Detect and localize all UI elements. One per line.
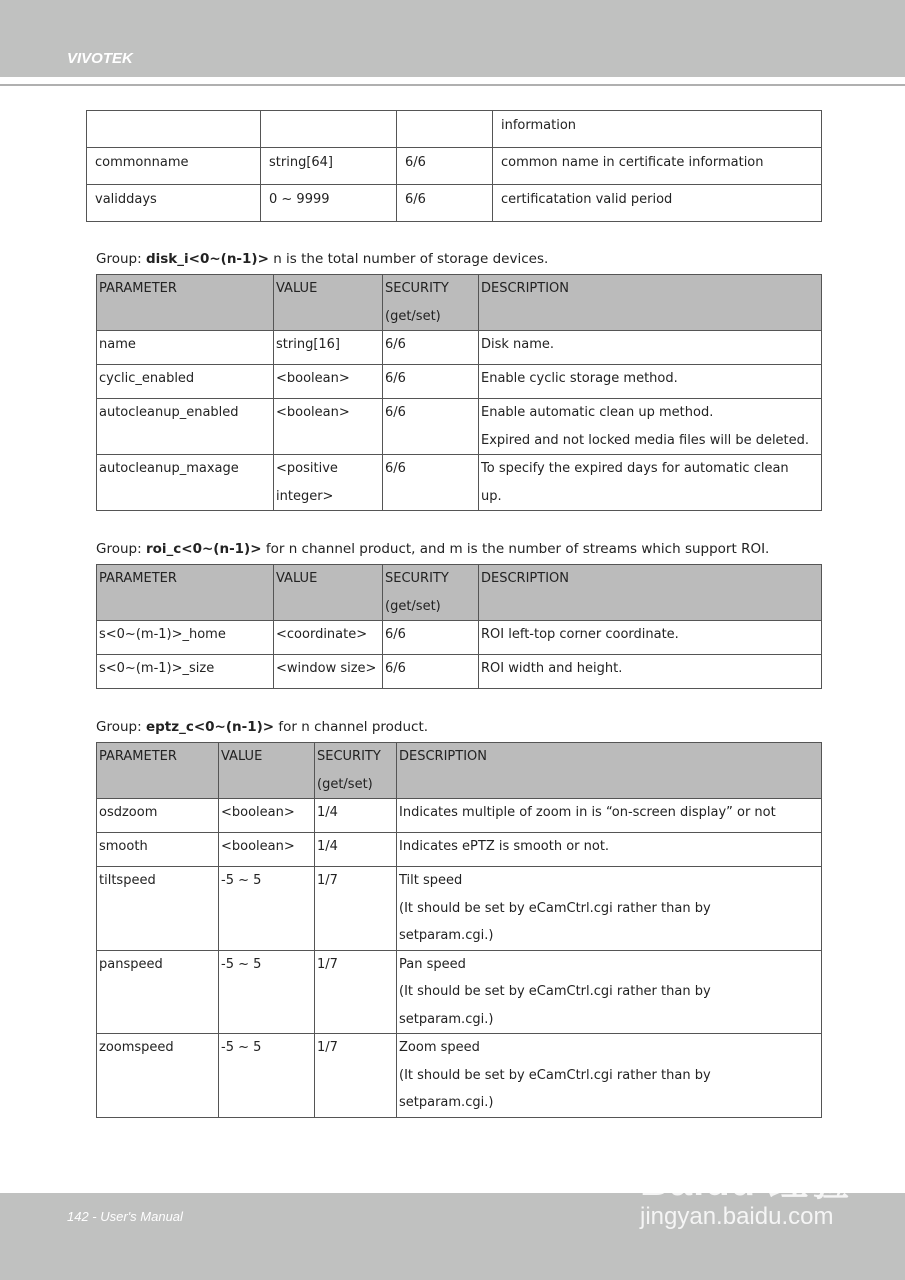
- cell-line: <coordinate>: [276, 627, 368, 642]
- group-caption-roi: [96, 541, 769, 557]
- cell-security: [397, 111, 493, 148]
- cell-line: VALUE: [276, 571, 318, 586]
- cell-line: setparam.cgi.): [399, 928, 494, 943]
- cell-security: [383, 331, 479, 365]
- cell-line: (It should be set by eCamCtrl.cgi rather than by: [399, 1067, 711, 1083]
- cell-line: 6/6: [385, 627, 406, 642]
- cell-parameter: [97, 655, 274, 689]
- cell-parameter: [97, 950, 219, 1034]
- cell-line: 6/6: [385, 371, 406, 386]
- cell-line: 1/7: [317, 873, 338, 888]
- cell-description: [479, 365, 822, 399]
- param-table-disk: [96, 274, 822, 511]
- watermark-url: jingyan.baidu.com: [640, 1203, 834, 1230]
- cell-line: (get/set): [385, 308, 441, 324]
- group-name: roi_c<0~(n-1)>: [145, 541, 262, 557]
- cell-description: [479, 621, 822, 655]
- cell-line: zoomspeed: [99, 1040, 174, 1055]
- cell-line: Enable automatic clean up method.: [481, 405, 714, 420]
- table-row: [97, 833, 822, 867]
- cell-line: 6/6: [385, 461, 406, 476]
- cell-line: (get/set): [317, 776, 373, 792]
- cell-line: s<0~(m-1)>_home: [99, 627, 226, 642]
- cell-line: osdzoom: [99, 805, 158, 820]
- cell-security: [383, 365, 479, 399]
- cell-line: certificatation valid period: [501, 192, 673, 207]
- cell-description: [493, 111, 822, 148]
- group-name: eptz_c<0~(n-1)>: [145, 719, 275, 735]
- cell-line: <boolean>: [221, 839, 295, 854]
- caption-prefix: Group:: [96, 719, 146, 735]
- cell-parameter: [87, 185, 261, 222]
- header-cell-security: [383, 275, 479, 331]
- cell-description: [397, 867, 822, 951]
- table-row: [97, 331, 822, 365]
- cell-line: DESCRIPTION: [481, 281, 569, 296]
- header-cell-security: [383, 565, 479, 621]
- cell-line: panspeed: [99, 956, 163, 972]
- cell-security: [383, 455, 479, 511]
- header-cell-security: [315, 743, 397, 799]
- cell-line: 6/6: [385, 337, 406, 352]
- header-cell-parameter: [97, 275, 274, 331]
- cell-value: [274, 621, 383, 655]
- cell-line: 6/6: [385, 661, 406, 676]
- cell-description: [479, 655, 822, 689]
- cell-line: Zoom speed: [399, 1040, 480, 1055]
- cell-line: information: [501, 118, 577, 133]
- table-header-row: [97, 275, 822, 331]
- cell-security: [383, 655, 479, 689]
- cell-value: [274, 655, 383, 689]
- cell-line: integer>: [276, 488, 334, 504]
- cell-line: (get/set): [385, 598, 441, 614]
- header-cell-description: [479, 565, 822, 621]
- cell-description: [493, 148, 822, 185]
- cell-parameter: [97, 621, 274, 655]
- cell-line: To specify the expired days for automatic clean: [481, 461, 789, 476]
- cell-line: up.: [481, 488, 502, 504]
- group-name: disk_i<0~(n-1)>: [145, 251, 269, 267]
- table-row: [97, 455, 822, 511]
- param-table-cert: [86, 110, 822, 222]
- cell-security: [315, 1034, 397, 1118]
- page-number: 142 - User's Manual: [67, 1209, 183, 1224]
- cell-line: Enable cyclic storage method.: [481, 371, 678, 386]
- cell-line: PARAMETER: [99, 281, 177, 296]
- cell-line: Pan speed: [399, 956, 466, 972]
- caption-description: for n channel product, and m is the number of streams which support ROI.: [261, 541, 770, 557]
- caption-description: for n channel product.: [274, 719, 429, 735]
- cell-parameter: [97, 365, 274, 399]
- cell-line: cyclic_enabled: [99, 371, 195, 386]
- param-table-eptz: [96, 742, 822, 1118]
- cell-description: [397, 799, 822, 833]
- cell-line: Indicates ePTZ is smooth or not.: [399, 839, 610, 854]
- cell-line: Disk name.: [481, 337, 555, 352]
- cell-line: setparam.cgi.): [399, 1011, 494, 1027]
- caption-prefix: Group:: [96, 541, 146, 557]
- cell-line: VALUE: [221, 749, 263, 764]
- cell-line: VALUE: [276, 281, 318, 296]
- cell-value: [261, 185, 397, 222]
- page-header-band: [0, 0, 905, 77]
- caption-prefix: Group:: [96, 251, 146, 267]
- cell-line: DESCRIPTION: [481, 571, 569, 586]
- cell-line: 1/7: [317, 1040, 338, 1055]
- cell-description: [479, 455, 822, 511]
- cell-line: PARAMETER: [99, 749, 177, 764]
- cell-line: -5 ~ 5: [221, 956, 262, 972]
- cell-value: [219, 950, 315, 1034]
- cell-security: [315, 799, 397, 833]
- group-caption-disk: [96, 251, 548, 267]
- cell-line: common name in certificate information: [501, 155, 764, 170]
- cell-line: 6/6: [405, 155, 426, 170]
- header-cell-parameter: [97, 565, 274, 621]
- cell-line: tiltspeed: [99, 873, 156, 888]
- cell-value: [274, 331, 383, 365]
- param-table-roi: [96, 564, 822, 689]
- cell-line: 0 ~ 9999: [269, 192, 330, 207]
- cell-description: [479, 331, 822, 365]
- table-row: [87, 111, 822, 148]
- header-cell-value: [274, 275, 383, 331]
- cell-line: <boolean>: [276, 371, 350, 386]
- cell-line: name: [99, 337, 136, 352]
- table-row: [97, 655, 822, 689]
- cell-parameter: [97, 833, 219, 867]
- table-row: [97, 950, 822, 1034]
- cell-line: ROI width and height.: [481, 661, 623, 676]
- cell-line: validdays: [95, 192, 157, 207]
- cell-parameter: [87, 111, 261, 148]
- cell-line: (It should be set by eCamCtrl.cgi rather than by: [399, 900, 711, 916]
- cell-line: smooth: [99, 839, 148, 854]
- cell-description: [397, 833, 822, 867]
- cell-line: SECURITY: [385, 571, 449, 586]
- group-caption-eptz: [96, 719, 428, 735]
- cell-value: [219, 833, 315, 867]
- cell-line: setparam.cgi.): [399, 1095, 494, 1110]
- cell-line: DESCRIPTION: [399, 749, 487, 764]
- header-divider: [0, 84, 905, 86]
- header-cell-value: [219, 743, 315, 799]
- baidu-watermark: [640, 1150, 850, 1231]
- cell-line: Indicates multiple of zoom in is “on-screen display” or not: [399, 805, 776, 820]
- cell-value: [274, 399, 383, 455]
- header-cell-value: [274, 565, 383, 621]
- cell-value: [274, 455, 383, 511]
- cell-description: [397, 1034, 822, 1118]
- cell-security: [315, 867, 397, 951]
- cell-line: commonname: [95, 155, 189, 170]
- cell-line: Tilt speed: [399, 873, 463, 888]
- cell-line: string[64]: [269, 155, 334, 170]
- cell-security: [397, 148, 493, 185]
- cell-line: Expired and not locked media files will be deleted.: [481, 432, 810, 448]
- table-row: [97, 621, 822, 655]
- cell-security: [315, 950, 397, 1034]
- table-header-row: [97, 565, 822, 621]
- brand-logo: VIVOTEK: [67, 50, 133, 67]
- table-row: [97, 1034, 822, 1118]
- cell-line: <boolean>: [276, 405, 350, 420]
- cell-parameter: [97, 799, 219, 833]
- cell-line: -5 ~ 5: [221, 1040, 262, 1055]
- cell-value: [219, 799, 315, 833]
- watermark-logo: Baidu 经验: [640, 1160, 851, 1204]
- cell-security: [383, 399, 479, 455]
- cell-line: <positive: [276, 461, 338, 476]
- table-row: [87, 148, 822, 185]
- header-cell-description: [397, 743, 822, 799]
- cell-line: SECURITY: [317, 749, 381, 764]
- cell-line: -5 ~ 5: [221, 873, 262, 888]
- table-row: [87, 185, 822, 222]
- cell-line: autocleanup_maxage: [99, 461, 239, 476]
- cell-parameter: [97, 455, 274, 511]
- cell-line: autocleanup_enabled: [99, 405, 239, 420]
- cell-description: [397, 950, 822, 1034]
- cell-parameter: [97, 1034, 219, 1118]
- cell-parameter: [97, 867, 219, 951]
- cell-security: [315, 833, 397, 867]
- cell-line: PARAMETER: [99, 571, 177, 586]
- cell-line: 6/6: [405, 192, 426, 207]
- cell-line: s<0~(m-1)>_size: [99, 661, 215, 676]
- table-row: [97, 365, 822, 399]
- cell-security: [383, 621, 479, 655]
- cell-value: [261, 148, 397, 185]
- cell-security: [397, 185, 493, 222]
- cell-parameter: [97, 331, 274, 365]
- table-row: [97, 867, 822, 951]
- cell-description: [479, 399, 822, 455]
- cell-line: (It should be set by eCamCtrl.cgi rather than by: [399, 984, 711, 999]
- cell-value: [219, 1034, 315, 1118]
- table-row: [97, 799, 822, 833]
- cell-line: ROI left-top corner coordinate.: [481, 627, 679, 642]
- cell-parameter: [87, 148, 261, 185]
- cell-line: string[16]: [276, 337, 341, 352]
- cell-line: SECURITY: [385, 281, 449, 296]
- header-cell-description: [479, 275, 822, 331]
- cell-line: 6/6: [385, 405, 406, 420]
- caption-description: n is the total number of storage devices.: [268, 251, 549, 267]
- cell-line: 1/7: [317, 956, 338, 972]
- cell-parameter: [97, 399, 274, 455]
- cell-value: [274, 365, 383, 399]
- cell-line: 1/4: [317, 805, 338, 820]
- cell-line: 1/4: [317, 839, 338, 854]
- cell-value: [261, 111, 397, 148]
- cell-description: [493, 185, 822, 222]
- cell-line: <boolean>: [221, 805, 295, 820]
- table-header-row: [97, 743, 822, 799]
- cell-line: <window size>: [276, 661, 377, 676]
- header-cell-parameter: [97, 743, 219, 799]
- cell-value: [219, 867, 315, 951]
- table-row: [97, 399, 822, 455]
